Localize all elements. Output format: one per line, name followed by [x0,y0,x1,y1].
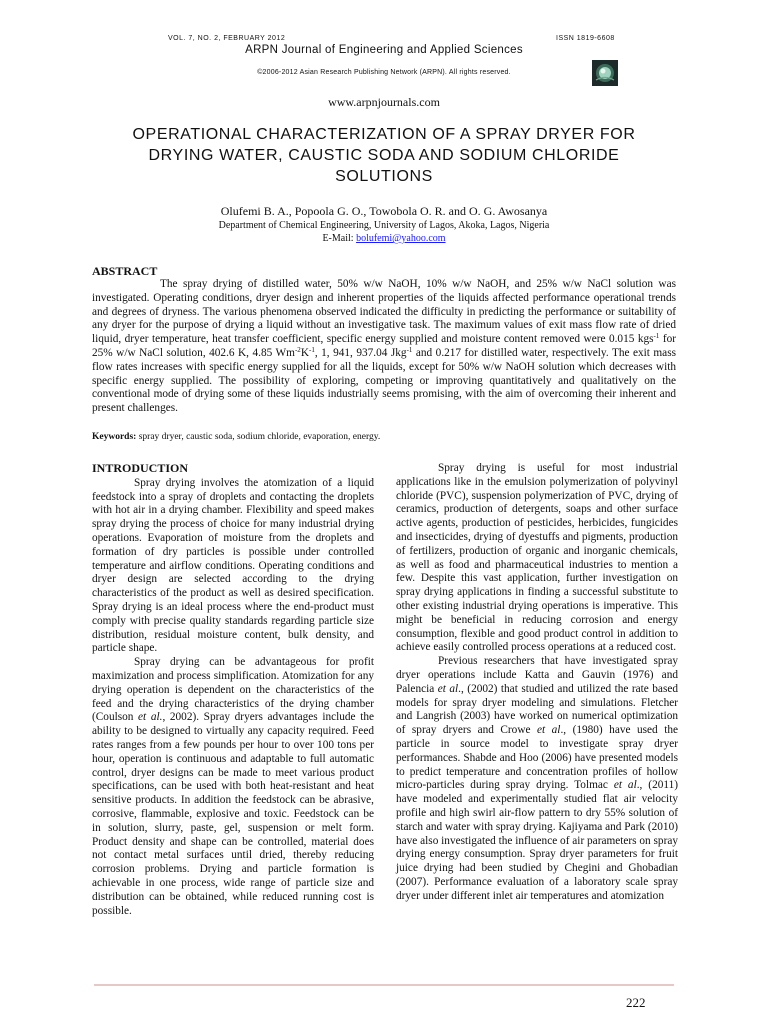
contact-email [0,233,768,244]
journal-website[interactable]: www.arpnjournals.com [328,95,440,109]
author-list: Olufemi B. A., Popoola G. O., Towobola O. R. and O. G. Awosanya [220,204,548,218]
column-right [396,462,678,904]
column-left [92,462,374,918]
page-number: 222 [626,995,646,1010]
abstract-heading: ABSTRACT [92,264,158,278]
issn: ISSN 1819-6608 [556,35,615,42]
keywords-label: Keywords: [92,432,137,442]
intro-paragraph-3: Spray drying is useful for most industrial applications like in the emulsion polymerization of polyvinyl chloride (PVC), suspension polymerization of PVC, drying of ceramics, production of detergents, soaps and other surface active agents, production of pesticides, herbicides, fungicides and insecticides, drying of dyestuffs and pigments, production of fertilizers, production of organic and inorganic chemicals, as well as food and pharmaceutical industries to mention a few. Despite this vast application, further investigation on spray drying applications in finding a successful substitute to other existing industrial drying operations is imperative. This might be beneficial in reducing corrosion and energy consumption, flexible and good product control in addition to achieve easily controlled process operations at a reduced cost. [396,462,678,654]
intro-paragraph-1: Spray drying involves the atomization of a liquid feedstock into a spray of droplets and contacting the droplets with hot air in a drying chamber. Flexibility and speed makes spray drying the process of choice for many industrial drying operations. Evaporation of moisture from the droplets and formation of dry particles is possible under controlled temperature and airflow conditions. Operating conditions and dryer design are selected according to the drying characteristics of the product as well as desired specification. Spray drying is an ideal process where the end-product must comply with precise quality standards regarding particle size distribution, residual moisture content, bulk density, and particle shape. [92,476,374,655]
volume-info: VOL. 7, NO. 2, FEBRUARY 2012 [168,35,286,42]
journal-logo-icon [592,60,618,86]
abstract-text: The spray drying of distilled water, 50% w/w NaOH, 10% w/w NaOH, and 25% w/w NaCl solution was investigated. Operating conditions, dryer design and inherent properties of the liquids affected performance operational trends and degrees of dryness. The various phenomena observed indicated the difficulty in predicting the performance or suitability of any dryer for the purpose of drying a liquid without an investigative task. The maximum values of exit mass flow rate of dried liquid, dryer temperature, heat transfer coefficient, specific energy supplied and moisture content removed were 0.015 kgs$^{-1}$ for 25% w/w NaCl solution, 402.6 K, 4.85 $Wm^{-2}K^{-1}$, 1, 941, 937.04 Jkg$^{-1}$ and 0.217 for distilled water, respectively. The exit mass flow rates increases with specific energy supplied for all the liquids, except for 50% w/w NaOH solution which decreases with specific energy supplied. The possibility of exploring, competing or improving quantitatively and qualitatively on the conventional mode of drying some of these liquids industrially seems promising, with the aim of overcoming their inherent and present challenges. [92,278,676,415]
email-link[interactable]: bolufemi@yahoo.com [356,233,446,244]
email-label: E-Mail: [322,233,357,244]
keywords [92,432,676,442]
copyright-notice: ©2006-2012 Asian Research Publishing Network (ARPN). All rights reserved. [257,69,511,76]
affiliation: Department of Chemical Engineering, University of Lagos, Akoka, Lagos, Nigeria [218,220,550,231]
footer-divider [94,984,674,986]
keywords-text: spray dryer, caustic soda, sodium chloride, evaporation, energy. [136,432,381,442]
introduction-heading: INTRODUCTION [92,461,189,475]
intro-paragraph-4: Previous researchers that have investigated spray dryer operations include Katta and Gauvin (1976) and Palencia et al., (2002) that studied and utilized the rate based models for spray dryer modeling and simulations. Fletcher and Langrish (2003) have worked on numerical optimization of spray dryers and Crowe et al., (1980) have used the particle in source model to investigate spray dryer performances. Shabde and Hoo (2006) have presented models to predict temperature and concentration profiles of hollow micro-particles during spray drying. Tolmac et al., (2011) have modeled and experimentally studied flat air velocity profile and high swirl air-flow pattern to dry 55% solution of starch and water with spray drying. Kajiyama and Park (2010) have also investigated the influence of air parameters on spray drying energy consumption. Spray dryer parameters for fruit juice drying had been studied by Chegini and Ghobadian (2007). Performance evaluation of a laboratory scale spray dryer under different inlet air temperatures and atomization [396,655,678,902]
paper-title: OPERATIONAL CHARACTERIZATION OF A SPRAY DRYER FOR DRYING WATER, CAUSTIC SODA AND SODIUM CHLORIDE SOLUTIONS [132,126,636,185]
journal-name: ARPN Journal of Engineering and Applied Sciences [245,44,523,56]
intro-paragraph-2: Spray drying can be advantageous for profit maximization and process simplification. Atomization for any drying operation is dependent on the characteristics of the feed and the drying characteristics of the drying chamber (Coulson et al., 2002). Spray dryers advantages include the ability to be designed to virtually any capacity required. Feed rates ranges from a few pounds per hour to over 100 tons per hour, operation is continuous and adaptable to full automatic control, dryer designs can be made to meet various product specifications, can be used with both heat-resistant and heat sensitive products. In addition the feedstock can be abrasive, corrosive, flammable, explosive and toxic. Feedstock can be in solution, slurry, paste, gel, suspension or melt form. Product density and shape can be controlled, material does not contact metal surfaces until dried, thereby reducing corrosion problems. Drying and particle formation is achievable in one process, wide range of particle size and distribution can be obtained, while reduced running cost is possible. [92,656,374,917]
